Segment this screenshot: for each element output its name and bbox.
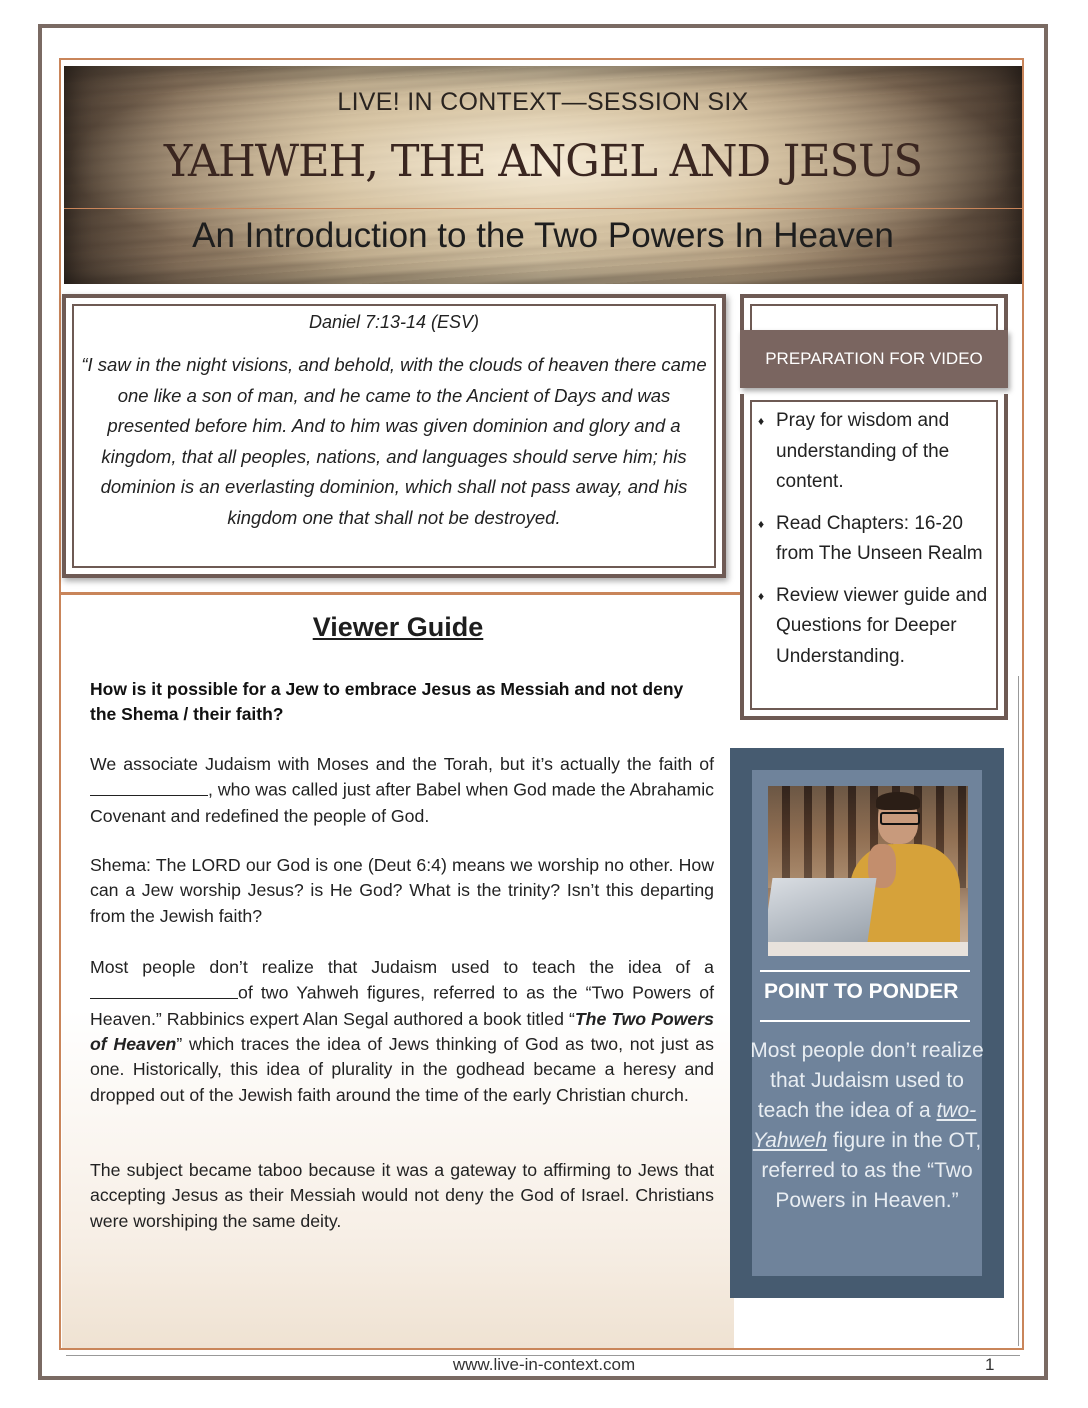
ponder-box xyxy=(730,748,1004,1298)
fill-in-blank[interactable] xyxy=(90,777,208,796)
title-banner xyxy=(64,66,1022,284)
accent-divider xyxy=(60,592,740,595)
session-label: LIVE! IN CONTEXT—SESSION SIX xyxy=(337,88,749,116)
scripture-text: “I saw in the night visions, and behold, with the clouds of heaven there came one like a son of man, and he came to the Ancient of Days and was presented before him. And to him was given dominion and glory and a kingdom, that all peoples, nations, and languages should serve him; his dominion is an everlasting dominion, which shall not pass away, and his kingdom one that shall not be destroyed. xyxy=(81,354,707,528)
fill-in-blank[interactable] xyxy=(90,980,238,999)
ponder-divider-top xyxy=(760,970,970,972)
page-subtitle: An Introduction to the Two Powers In Heaven xyxy=(192,216,894,255)
scripture-box xyxy=(62,294,726,578)
guide-paragraph-3: Most people don’t realize that Judaism used to teach the idea of a of two Yahweh figures, referred to as the “Two Powers of Heaven.” Rabbinics expert Alan Segal authored a book titled “The Two Powers of Heaven” which traces the idea of Jews thinking of God as two, not just as one. Historically, this idea of plurality in the godhead became a heresy and dropped out of the Jewish faith around the time of the early Christian church. xyxy=(90,957,714,1105)
diamond-bullet-icon: ♦ xyxy=(758,516,765,531)
list-item: ♦ Read Chapters: 16-20 from The Unseen Realm xyxy=(758,509,996,570)
ponder-title: POINT TO PONDER xyxy=(764,980,959,1003)
preparation-body xyxy=(740,394,1008,720)
diamond-bullet-icon: ♦ xyxy=(758,414,765,428)
right-divider xyxy=(1018,676,1019,1346)
preparation-list xyxy=(758,406,996,683)
ponder-text: Most people don’t realize that Judaism used to teach the idea of a two-Yahweh figure in the OT, referred to as the “Two Powers in Heaven.” xyxy=(750,1039,984,1212)
footer-url[interactable]: www.live-in-context.com xyxy=(452,1355,636,1374)
thinking-man-photo xyxy=(768,786,968,956)
laptop-icon xyxy=(768,878,876,942)
guide-paragraph-4: The subject became taboo because it was a gateway to affirming to Jews that accepting Jesus as their Messiah would not deny the God of Israel. Christians were worshiping the same deity. xyxy=(90,1160,714,1231)
diamond-bullet-icon: ♦ xyxy=(758,588,765,603)
page-number: 1 xyxy=(985,1355,995,1374)
list-item: ♦ Pray for wisdom and understanding of the content. xyxy=(758,406,996,498)
preparation-box xyxy=(740,294,1008,720)
guide-paragraph-1: We associate Judaism with Moses and the Torah, but it’s actually the faith of , who was called just after Babel when God made the Abrahamic Covenant and redefined the people of God. xyxy=(90,754,714,826)
preparation-header: PREPARATION FOR VIDEO xyxy=(740,330,1008,388)
ponder-divider-bottom xyxy=(760,1020,970,1022)
banner-divider xyxy=(64,208,1022,209)
viewer-guide-title: Viewer Guide xyxy=(312,612,484,642)
book-title: The Two Powers of Heaven xyxy=(90,1008,714,1054)
guide-question: How is it possible for a Jew to embrace Jesus as Messiah and not deny the Shema / their faith? xyxy=(90,679,684,724)
guide-paragraph-2: Shema: The LORD our God is one (Deut 6:4) means we worship no other. How can a Jew worship Jesus? is He God? What is the trinity? Isn’t this departing from the Jewish faith? xyxy=(90,855,714,926)
page-title: YAHWEH, THE ANGEL AND JESUS xyxy=(163,136,923,187)
scripture-reference: Daniel 7:13-14 (ESV) xyxy=(308,312,480,332)
list-item: ♦ Review viewer guide and Questions for Deeper Understanding. xyxy=(758,581,996,673)
